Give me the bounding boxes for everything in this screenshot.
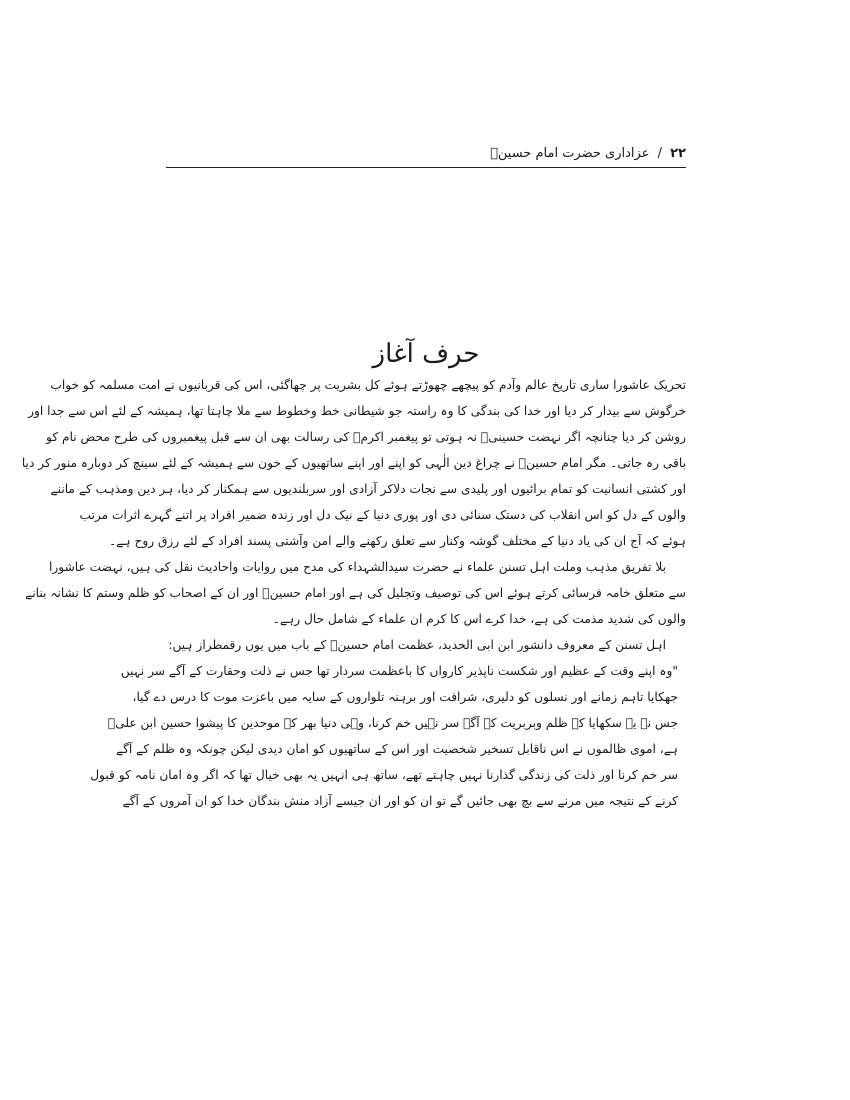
text-line: ہوئے کہ آج ان کی یاد دنیا کے مختلف گوشہ وکنار سے تعلق رکھنے والے امن وآشتی پسند افراد کے لئے رزق روح ہے۔	[109, 534, 686, 548]
running-title: عزاداری حضرت امام حسینؑ	[490, 146, 650, 161]
quote-line: جس نے یہ سکھایا کہ ظلم وبربریت کے آگے سر نہیں خم کرنا، وہی دنیا بھر کے موحدین کا پیشوا حسین ابن علیؑ	[107, 716, 678, 730]
body-text	[21, 372, 686, 814]
chapter-title: حرف آغاز	[372, 339, 480, 369]
quote-line: جھکایا تاہم زمانے اور نسلوں کو دلیری، شرافت اور برہنہ تلواروں کے سایہ میں باعزت موت کا درس دے گیا،	[132, 690, 678, 704]
quote-line: سر خم کرنا اور ذلت کی زندگی گذارنا نہیں چاہتے تھے، ساتھ ہی انہیں یہ بھی خیال تھا کہ اگر وہ امان نامہ کو قبول	[90, 768, 678, 782]
block-quote	[90, 658, 686, 814]
text-line: خرگوش سے بیدار کر دیا اور خدا کی بندگی کا وہ راستہ جو شیطانی خط وخطوط سے ملا چاہتا تھا، ہمیشہ کے لئے اس سے جدا اور	[28, 404, 686, 418]
header-rule	[166, 167, 686, 168]
text-line: اور کشتی انسانیت کو تمام برائیوں اور پلیدی سے نجات دلاکر آزادی اور سربلندیوں سے ہمکنار کر دیا، ہر دین ومذہب کے ماننے	[50, 482, 686, 496]
quote-line: کرنے کے نتیجہ میں مرنے سے بچ بھی جائیں گے تو ان کو اور ان جیسے آزاد منش بندگان خدا کو ان آمروں کے آگے	[122, 794, 678, 808]
text-line: سے متعلق خامہ فرسائی کرتے ہوئے اس کی توصیف وتجلیل کی ہے اور امام حسینؑ اور ان کے اصحاب کو ظلم وستم کا نشانہ بنانے	[25, 586, 686, 600]
text-line: تحریک عاشورا ساری تاریخ عالم وآدم کو پیچھے چھوڑتے ہوئے کل بشریت پر چھاگئی، اس کی قربانیوں نے امت مسلمہ کو خواب	[50, 378, 686, 392]
running-header	[166, 142, 686, 166]
paragraph	[166, 632, 686, 658]
text-line: روشن کر دیا چنانچہ اگر نہضت حسینیؑ نہ ہوتی تو پیغمبر اکرمؐ کی رسالت بھی ان سے قبل پیغمبروں کی طرح محض نام کو	[46, 430, 686, 444]
quote-line: "وہ اپنے وقت کے عظیم اور شکست ناپذیر کارواں کا باعظمت سردار تھا جس نے ذلت وحقارت کے آگے سر نہیں	[120, 664, 678, 678]
header-separator: /	[657, 146, 662, 161]
page-number: ۲۲	[670, 146, 686, 161]
text-line: اہل تسنن کے معروف دانشور ابن ابی الحدید، عظمت امام حسینؑ کے باب میں یوں رقمطراز ہیں:	[168, 638, 666, 652]
quote-line: ہے، اموی ظالموں نے اس ناقابل تسخیر شخصیت اور اس کے ساتھیوں کو امان دیدی لیکن چونکہ وہ ظلم کے آگے	[115, 742, 678, 756]
text-line: والوں کی شدید مذمت کی ہے، خدا کرے اس کا کرم ان علماء کے شامل حال رہے۔	[272, 612, 686, 626]
text-line: بلا تفریق مذہب وملت اہل تسنن علماء نے حضرت سیدالشہداء کی مدح میں روایات واحادیث نقل کی ہیں، نہضت عاشورا	[49, 560, 666, 574]
text-line: والوں کے دل کو اس انقلاب کی دستک سنائی دی اور پوری دنیا کے نیک دل اور زندہ ضمیر افراد پر اتنے گہرے اثرات مرتب	[79, 508, 686, 522]
paragraph	[25, 554, 686, 632]
paragraph	[21, 372, 686, 554]
text-line: باقی رہ جاتی۔ مگر امام حسینؑ نے چراغ دین الٰہی کو اپنے اور اپنے ساتھیوں کے خون سے ہمیشہ کے لئے سینچ کر دوبارہ منور کر دیا	[21, 456, 686, 470]
